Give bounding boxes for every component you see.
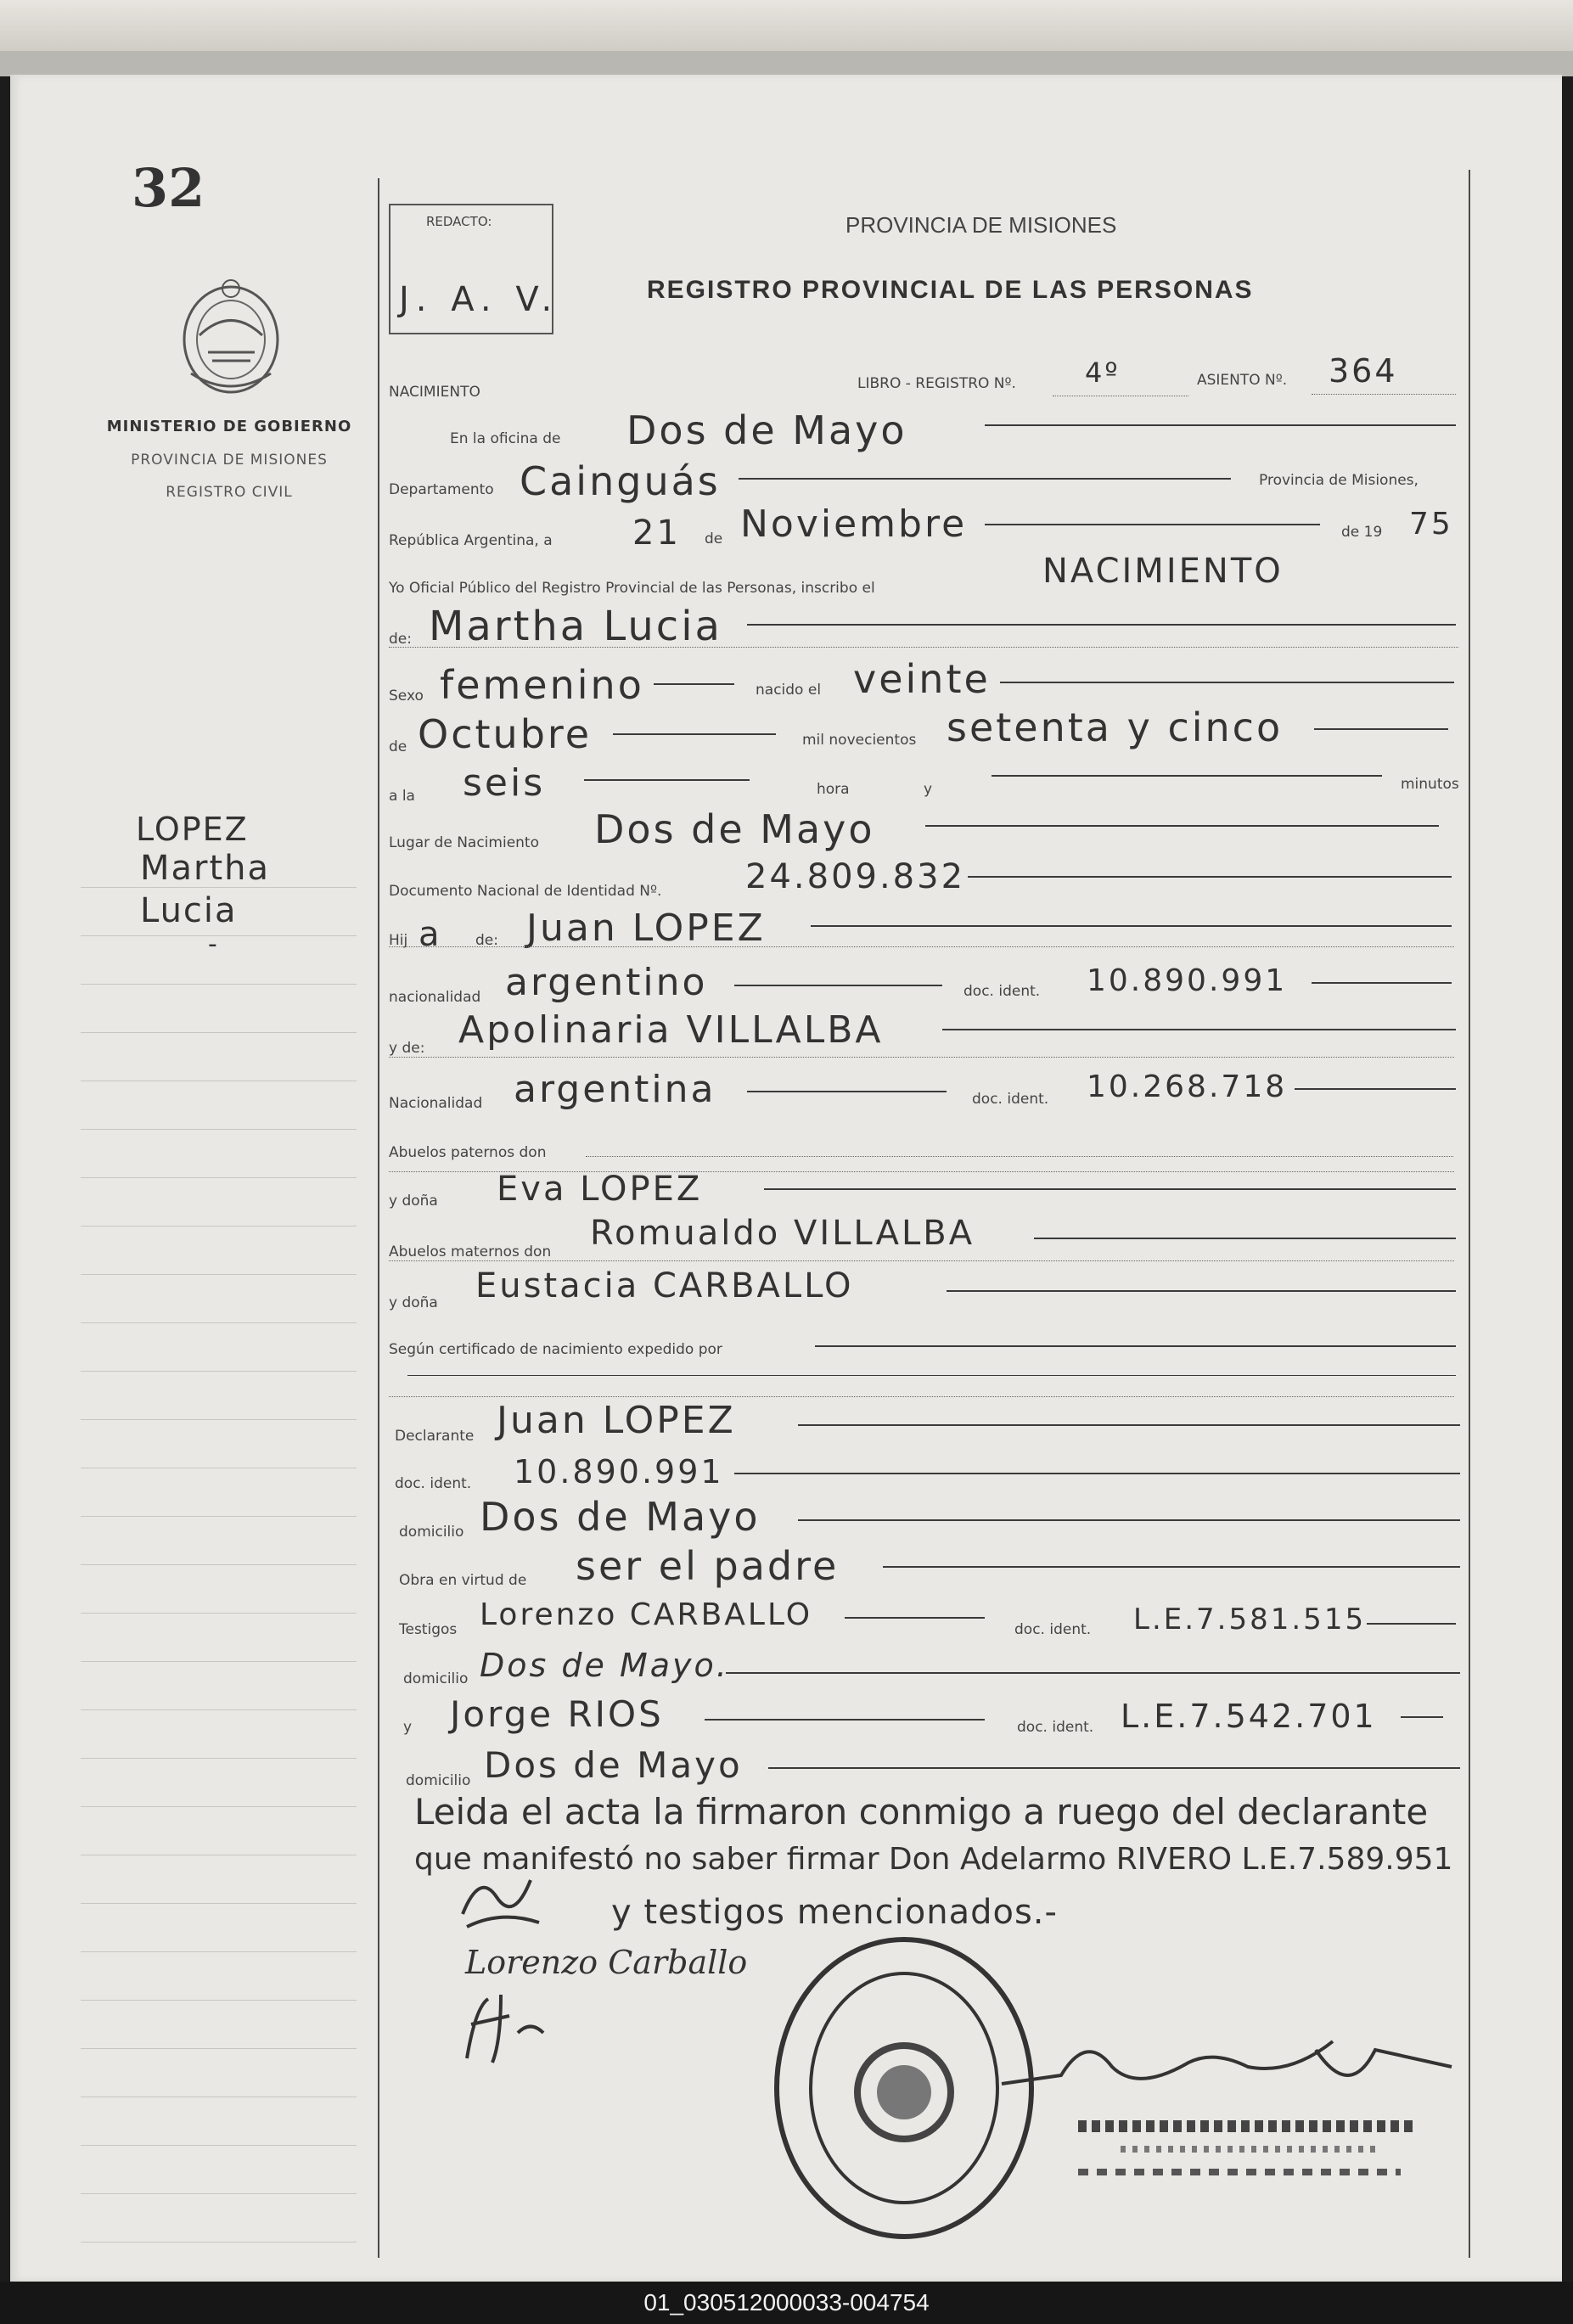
book-top-edge: [0, 0, 1573, 51]
decl-dom-value: Dos de Mayo: [480, 1494, 761, 1540]
ministry-name: MINISTERIO DE GOBIERNO: [106, 418, 352, 435]
image-id-footer: 01_030512000033-004754: [0, 2282, 1573, 2324]
t1-dom-line: [726, 1672, 1460, 1674]
decl-dom-line: [798, 1519, 1460, 1521]
asiento-dots: [1312, 394, 1456, 395]
witness-2-signature-icon: [450, 1982, 560, 2067]
mes-line: [985, 524, 1320, 525]
left-ruling-line: [81, 1322, 357, 1323]
hora-value: seis: [463, 761, 546, 805]
ydona2-label: y doña: [389, 1294, 438, 1311]
left-ruling-line: [81, 2048, 357, 2049]
obra-label: Obra en virtud de: [399, 1572, 527, 1589]
left-ruling-line: [81, 2242, 357, 2243]
de-label: de: [705, 530, 723, 547]
sexo-label: Sexo: [389, 688, 424, 704]
t2-doc-line: [1401, 1716, 1443, 1718]
nac-madre-label: Nacionalidad: [389, 1095, 483, 1112]
nota-line-3: y testigos mencionados.-: [611, 1893, 1058, 1932]
doc-madre-value: 10.268.718: [1087, 1069, 1288, 1104]
left-ruling-line: [81, 1709, 357, 1710]
t1-doc-line: [1367, 1623, 1456, 1625]
de-mes-label: de: [389, 738, 407, 755]
margin-dash: -: [208, 929, 219, 959]
official-stamp-line-1: [1078, 2120, 1418, 2132]
de-nombre-label: de:: [389, 631, 412, 648]
header-title: REGISTRO PROVINCIAL DE LAS PERSONAS: [647, 276, 1254, 304]
left-ruling-line: [81, 1903, 357, 1904]
lugar-value: Dos de Mayo: [594, 806, 875, 852]
book-edge-shadow: [0, 51, 1573, 76]
t2-dom-line: [768, 1767, 1460, 1769]
dni-line: [968, 876, 1452, 878]
left-ruling-line: [81, 984, 357, 985]
declarante-value: Juan LOPEZ: [497, 1399, 736, 1442]
departamento-line: [739, 478, 1231, 480]
testigo1-value: Lorenzo CARBALLO: [480, 1597, 813, 1632]
provincia-label: Provincia de Misiones,: [1259, 472, 1419, 489]
nombre-line: [747, 624, 1456, 626]
abuelo-materno-line: [1034, 1238, 1456, 1239]
margin-surname: LOPEZ: [136, 811, 249, 848]
margin-middlename: Lucia: [140, 891, 238, 930]
witness-1-signature: Lorenzo Carballo: [465, 1944, 748, 1981]
left-ruling-line: [81, 1371, 357, 1372]
nota-line-1: Leida el acta la firmaron conmigo a ruego del declarante: [414, 1791, 1429, 1833]
margin-firstname: Martha: [140, 849, 271, 888]
nacido-value: veinte: [853, 656, 991, 702]
nombre-dots: [389, 647, 1458, 648]
declarant-signature-icon: [454, 1863, 548, 1939]
abuela-materna-value: Eustacia CARBALLO: [475, 1266, 854, 1305]
sexo-line: [654, 683, 734, 685]
doc-madre-label: doc. ident.: [972, 1091, 1049, 1108]
ab-paternos-dots: [586, 1156, 1453, 1157]
nacido-mes-line: [613, 733, 776, 735]
doc-padre-value: 10.890.991: [1087, 963, 1288, 998]
hijo-suffix: a: [419, 915, 442, 954]
padre-value: Juan LOPEZ: [526, 907, 766, 950]
departamento-value: Cainguás: [520, 458, 721, 504]
nac-padre-line: [734, 985, 942, 986]
minutos-label: minutos: [1401, 776, 1459, 793]
libro-label: LIBRO - REGISTRO Nº.: [857, 375, 1016, 392]
t2-doc-value: L.E.7.542.701: [1121, 1698, 1377, 1735]
madre-value: Apolinaria VILLALBA: [458, 1008, 884, 1052]
doc-madre-line: [1295, 1088, 1456, 1090]
testigo2-value: Jorge RIOS: [450, 1693, 664, 1735]
left-ruling-line: [81, 1806, 357, 1807]
hijo-de-label: de:: [475, 932, 498, 949]
redacto-value: J. A. V.: [399, 280, 559, 319]
madre-dots: [389, 1057, 1454, 1058]
nac-madre-value: argentina: [514, 1068, 716, 1111]
testigo1-line: [845, 1617, 985, 1619]
t1-doc-value: L.E.7.581.515: [1133, 1603, 1367, 1636]
nacido-mes-value: Octubre: [418, 711, 593, 757]
republica-label: República Argentina, a: [389, 532, 553, 549]
left-vertical-rule: [378, 178, 379, 2258]
certificado-line-2: [407, 1375, 1456, 1376]
ab-paternos-label: Abuelos paternos don: [389, 1144, 547, 1161]
hora-label: hora: [817, 781, 850, 798]
official-stamp-line-3: [1078, 2169, 1401, 2175]
coat-of-arms-icon: [174, 272, 289, 399]
decl-doc-line: [734, 1473, 1460, 1474]
dni-value: 24.809.832: [745, 857, 966, 896]
sexo-value: femenino: [440, 662, 644, 708]
y-testigo-label: y: [403, 1719, 413, 1736]
testigo2-line: [705, 1719, 985, 1721]
decl-dom-label: domicilio: [399, 1524, 464, 1541]
redacto-label: REDACTO:: [426, 214, 492, 229]
official-stamp-line-2: [1121, 2146, 1375, 2153]
record-type-label: NACIMIENTO: [389, 384, 480, 401]
inscribo-value: NACIMIENTO: [1042, 552, 1284, 591]
abuelo-materno-value: Romualdo VILLALBA: [590, 1214, 975, 1253]
mil-label: mil novecientos: [802, 732, 917, 749]
certificado-label: Según certificado de nacimiento expedido por: [389, 1341, 722, 1358]
t2-dom-label: domicilio: [406, 1772, 471, 1789]
left-ruling-line: [81, 1951, 357, 1952]
doc-padre-line: [1312, 982, 1452, 984]
hora-line: [584, 779, 750, 781]
left-ruling-line: [81, 1661, 357, 1662]
left-ruling-line: [81, 1129, 357, 1130]
minutos-line: [992, 775, 1382, 777]
left-ruling-line: [81, 2193, 357, 2194]
t2-dom-value: Dos de Mayo: [484, 1744, 743, 1786]
nacido-label: nacido el: [756, 682, 822, 699]
left-ruling-line: [81, 2145, 357, 2146]
asiento-value: 364: [1329, 352, 1398, 390]
declarante-label: Declarante: [395, 1428, 475, 1445]
mil-value: setenta y cinco: [947, 704, 1284, 750]
decl-doc-label: doc. ident.: [395, 1475, 472, 1492]
left-ruling-line: [81, 2000, 357, 2001]
lugar-label: Lugar de Nacimiento: [389, 834, 539, 851]
dni-label: Documento Nacional de Identidad Nº.: [389, 883, 662, 900]
left-ruling-line: [81, 1274, 357, 1275]
left-ruling-line: [81, 1419, 357, 1420]
abuela-paterna-line: [764, 1188, 1456, 1190]
obra-value: ser el padre: [576, 1543, 840, 1589]
certificado-dots: [389, 1396, 1454, 1397]
padre-line: [811, 925, 1452, 927]
abuela-paterna-value: Eva LOPEZ: [497, 1170, 703, 1209]
t1-dom-value: Dos de Mayo.: [480, 1647, 729, 1684]
lugar-line: [925, 825, 1439, 827]
certificado-line: [815, 1345, 1456, 1347]
official-signature-icon: [993, 2016, 1469, 2109]
declarante-line: [798, 1424, 1460, 1426]
left-ruling-line: [81, 1177, 357, 1178]
dia-value: 21: [632, 514, 681, 553]
nombre-value: Martha Lucia: [429, 603, 722, 650]
asiento-label: ASIENTO Nº.: [1197, 372, 1288, 389]
padre-dots: [389, 946, 1454, 947]
right-vertical-rule: [1469, 170, 1470, 2258]
mes-value: Noviembre: [740, 502, 968, 546]
ab-maternos-label: Abuelos maternos don: [389, 1243, 552, 1260]
doc-padre-label: doc. ident.: [963, 983, 1041, 1000]
t2-doc-label: doc. ident.: [1017, 1719, 1094, 1736]
yde-label: y de:: [389, 1040, 425, 1057]
departamento-label: Departamento: [389, 481, 494, 498]
oficial-label: Yo Oficial Público del Registro Provincial de las Personas, inscribo el: [389, 580, 875, 597]
oficina-value: Dos de Mayo: [626, 407, 907, 453]
nac-padre-label: nacionalidad: [389, 989, 481, 1006]
decl-doc-value: 10.890.991: [514, 1453, 724, 1490]
mil-line: [1314, 728, 1448, 730]
anio-value: 75: [1409, 507, 1453, 542]
left-ruling-line: [81, 1613, 357, 1614]
left-ruling-line: [81, 1564, 357, 1565]
oficina-label: En la oficina de: [450, 430, 561, 447]
nacido-line: [1000, 682, 1454, 683]
left-ruling-line: [81, 1226, 357, 1227]
hijo-label: Hij: [389, 932, 408, 949]
madre-line: [942, 1029, 1456, 1030]
abuela-materna-line: [947, 1290, 1456, 1292]
page-number: 32: [132, 157, 205, 219]
oficina-line: [985, 424, 1456, 426]
t1-doc-label: doc. ident.: [1014, 1621, 1092, 1638]
left-ruling-line: [81, 1032, 357, 1033]
nac-madre-line: [747, 1091, 947, 1092]
registry-name: REGISTRO CIVIL: [166, 484, 293, 501]
testigos-label: Testigos: [399, 1621, 458, 1638]
ydona1-label: y doña: [389, 1193, 438, 1210]
obra-line: [883, 1566, 1460, 1568]
nac-padre-value: argentino: [505, 961, 708, 1004]
province-name: PROVINCIA DE MISIONES: [131, 452, 328, 469]
nota-line-2: que manifestó no saber firmar Don Adelarmo RIVERO L.E.7.589.951: [414, 1842, 1453, 1877]
header-province: PROVINCIA DE MISIONES: [845, 212, 1117, 238]
t1-dom-label: domicilio: [403, 1670, 469, 1687]
left-ruling-line: [81, 1516, 357, 1517]
anio-label: de 19: [1341, 524, 1383, 541]
left-ruling-line: [81, 1758, 357, 1759]
y-label: y: [924, 781, 933, 798]
abuelo-materno-dots: [389, 1260, 1454, 1261]
libro-value: 4º: [1085, 356, 1121, 389]
ala-label: a la: [389, 788, 415, 805]
